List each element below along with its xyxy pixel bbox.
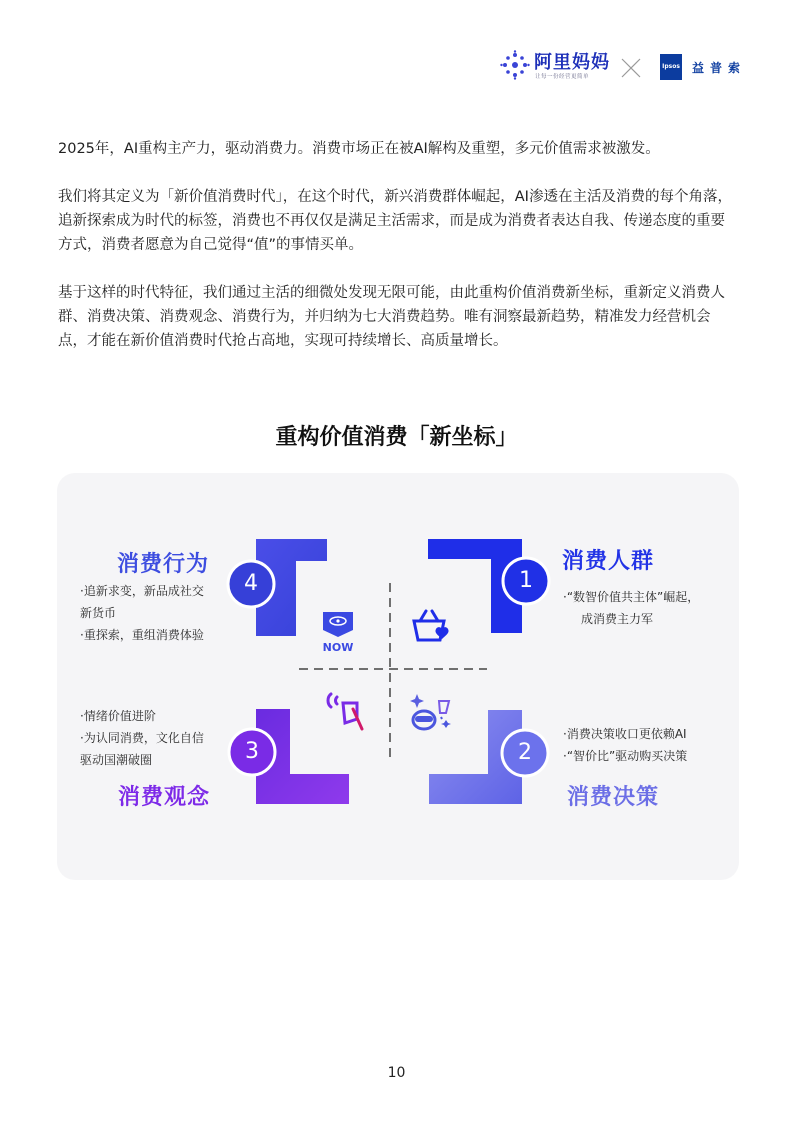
q4-number: 4 [244,571,258,596]
hands-chat-icon [328,694,362,729]
q3-bullets [80,705,204,771]
ipsos-box: Ipsos [660,54,682,80]
q4-bullet: 新货币 [80,606,117,620]
page-number: 10 [387,1065,406,1081]
alimama-name: 阿里妈妈 [534,52,610,73]
q2-bullet: ·消费决策收口更依赖AI [563,727,687,741]
q3-bullet: ·为认同消费，文化自信 [80,731,204,745]
q1-bullet: 成消费主力军 [581,612,654,626]
ipsos-logo [660,54,750,80]
cross-icon [620,57,642,79]
alimama-burst-icon [500,50,530,80]
now-icon [323,612,354,654]
q1-number: 1 [519,568,533,593]
q4-bullet: ·追新求变，新品成社交 [80,584,204,598]
q3-bullet: ·情绪价值进阶 [80,709,156,723]
q2-bullet: ·“智价比”驱动购买决策 [563,749,688,763]
paragraph-3: 基于这样的时代特征，我们通过主活的细微处发现无限可能，由此重构价值消费新坐标，重新定义消费人群、消费决策、消费观念、消费行为，并归纳为七大消费趋势。唯有洞察最新趋势，精准发力经营机会点，才能在新价值消费时代抢占高地，实现可持续增长、高质量增长。 [58,285,725,349]
q2-bullets [563,723,687,767]
now-label: NOW [322,641,354,654]
q2-title: 消费决策 [567,785,660,810]
basket-heart-icon [414,611,449,640]
q3-number: 3 [245,739,259,764]
robot-cart-icon [410,694,451,729]
quadrant-diagram [57,473,739,880]
ipsos-cn-name: 益普索 [692,61,747,75]
q4-bullet: ·重探索，重组消费体验 [80,628,204,642]
q1-bullet: ·“数智价值共主体”崛起， [563,590,700,604]
q4-bullets [80,580,204,646]
q3-title: 消费观念 [118,785,211,810]
paragraph-2: 我们将其定义为「新价值消费时代」，在这个时代，新兴消费群体崛起，AI渗透在主活及消费的每个角落，追新探索成为时代的标签，消费也不再仅仅是满足主活需求，而是成为消费者表达自我、传递态度的重要方式，消费者愿意为自己觉得“值”的事情买单。 [58,189,732,253]
q2-number: 2 [518,740,532,765]
q4-title: 消费行为 [117,552,210,577]
paragraph-1: 2025年，AI重构主产力，驱动消费力。消费市场正在被AI解构及重塑，多元价值需求被激发。 [58,141,660,157]
q1-bullets [563,586,699,630]
section-title: 重构价值消费「新坐标」 [275,425,518,450]
q3-bullet: 驱动国潮破圈 [80,753,153,767]
alimama-logo [500,48,610,84]
q1-title: 消费人群 [562,549,655,574]
alimama-slogan: 让每一份经营更简单 [535,74,590,80]
